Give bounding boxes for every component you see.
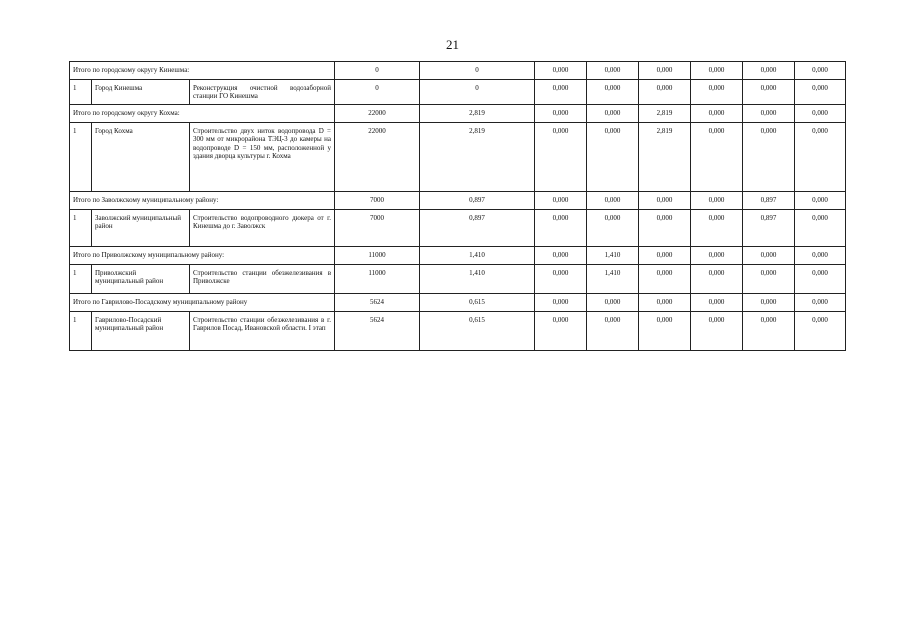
total-value: 0,000 — [535, 247, 587, 265]
total-value: 0,000 — [795, 247, 846, 265]
total-value: 0,000 — [691, 247, 743, 265]
total-value: 1,410 — [420, 247, 535, 265]
row-number: 1 — [70, 80, 92, 105]
total-value: 0,000 — [639, 62, 691, 80]
detail-value: 0,000 — [795, 123, 846, 192]
total-value: 0,000 — [743, 62, 795, 80]
total-value: 0,615 — [420, 294, 535, 312]
detail-value: 0,000 — [587, 123, 639, 192]
total-value: 0,000 — [587, 105, 639, 123]
total-value: 1,410 — [587, 247, 639, 265]
total-value: 0,897 — [743, 192, 795, 210]
detail-row — [70, 80, 846, 105]
total-value: 0,897 — [420, 192, 535, 210]
total-value: 0,000 — [639, 294, 691, 312]
detail-value: 0,000 — [795, 312, 846, 351]
detail-value: 0,000 — [535, 80, 587, 105]
detail-value: 0,000 — [795, 265, 846, 294]
total-value: 22000 — [335, 105, 420, 123]
municipality-name: Приволжский муниципальный район — [92, 265, 190, 294]
project-description: Строительство станции обезжелезивания в г. Гаврилов Посад, Ивановской области. I этап — [190, 312, 335, 351]
project-description: Реконструкция очистной водозаборной станции ГО Кинешма — [190, 80, 335, 105]
detail-value: 0 — [420, 80, 535, 105]
total-value: 0,000 — [795, 105, 846, 123]
municipality-name: Город Кохма — [92, 123, 190, 192]
detail-value: 0,000 — [691, 123, 743, 192]
project-description: Строительство станции обезжелезивания в Приволжске — [190, 265, 335, 294]
total-value: 7000 — [335, 192, 420, 210]
total-value: 0,000 — [587, 294, 639, 312]
municipality-name: Город Кинешма — [92, 80, 190, 105]
total-value: 0,000 — [743, 294, 795, 312]
detail-value: 0,897 — [743, 210, 795, 247]
detail-value: 0,000 — [795, 210, 846, 247]
total-label: Итого по Приволжскому муниципальному району: — [70, 247, 335, 265]
detail-row — [70, 210, 846, 247]
total-value: 0,000 — [691, 192, 743, 210]
detail-value: 0,000 — [587, 210, 639, 247]
total-label: Итого по городскому округу Кохма: — [70, 105, 335, 123]
detail-value: 0,000 — [691, 312, 743, 351]
municipality-name: Гаврилово-Посадский муниципальный район — [92, 312, 190, 351]
detail-value: 1,410 — [420, 265, 535, 294]
detail-value: 0,000 — [691, 80, 743, 105]
total-value: 5624 — [335, 294, 420, 312]
total-value: 0,000 — [795, 192, 846, 210]
total-value: 0,000 — [639, 192, 691, 210]
detail-row — [70, 312, 846, 351]
detail-value: 0,000 — [639, 312, 691, 351]
page-number: 21 — [446, 37, 459, 52]
detail-value: 0,000 — [535, 123, 587, 192]
detail-value: 7000 — [335, 210, 420, 247]
project-description: Строительство водопроводного дюкера от г. Кинешма до г. Заволжск — [190, 210, 335, 247]
row-number: 1 — [70, 312, 92, 351]
detail-value: 0,897 — [420, 210, 535, 247]
total-value: 0,000 — [535, 105, 587, 123]
detail-value: 0,000 — [535, 265, 587, 294]
total-value: 0,000 — [691, 294, 743, 312]
total-value: 0,000 — [639, 247, 691, 265]
total-value: 0,000 — [691, 105, 743, 123]
detail-value: 0,000 — [587, 312, 639, 351]
total-value: 0,000 — [535, 192, 587, 210]
total-value: 2,819 — [420, 105, 535, 123]
detail-value: 0,000 — [743, 123, 795, 192]
detail-value: 2,819 — [639, 123, 691, 192]
total-label: Итого по Заволжскому муниципальному району: — [70, 192, 335, 210]
total-value: 0 — [420, 62, 535, 80]
total-value: 0,000 — [587, 192, 639, 210]
detail-value: 5624 — [335, 312, 420, 351]
detail-value: 0,000 — [639, 80, 691, 105]
total-row — [70, 62, 846, 80]
detail-value: 22000 — [335, 123, 420, 192]
total-value: 0,000 — [535, 62, 587, 80]
investment-table — [69, 61, 846, 351]
detail-value: 0,000 — [691, 265, 743, 294]
row-number: 1 — [70, 123, 92, 192]
detail-value: 0 — [335, 80, 420, 105]
detail-value: 1,410 — [587, 265, 639, 294]
detail-value: 0,000 — [795, 80, 846, 105]
total-value: 2,819 — [639, 105, 691, 123]
detail-value: 0,000 — [587, 80, 639, 105]
total-value: 0,000 — [743, 105, 795, 123]
row-number: 1 — [70, 265, 92, 294]
detail-value: 0,000 — [743, 265, 795, 294]
row-number: 1 — [70, 210, 92, 247]
total-row — [70, 294, 846, 312]
municipality-name: Заволжский муниципальный район — [92, 210, 190, 247]
total-value: 0,000 — [691, 62, 743, 80]
detail-row — [70, 265, 846, 294]
detail-value: 0,000 — [691, 210, 743, 247]
project-description: Строительство двух ниток водопровода D = 300 мм от микрорайона ТЭЦ-3 до камеры на водопроводе D = 150 мм, расположенной у здания дворца культуры г. Кохма — [190, 123, 335, 192]
total-value: 0,000 — [795, 62, 846, 80]
total-row — [70, 192, 846, 210]
total-label: Итого по городскому округу Кинешма: — [70, 62, 335, 80]
total-value: 0,000 — [795, 294, 846, 312]
detail-row — [70, 123, 846, 192]
detail-value: 0,615 — [420, 312, 535, 351]
detail-value: 0,000 — [535, 312, 587, 351]
total-label: Итого по Гаврилово-Посадскому муниципальному району — [70, 294, 335, 312]
detail-value: 0,000 — [639, 265, 691, 294]
detail-value: 0,000 — [639, 210, 691, 247]
detail-value: 0,000 — [743, 80, 795, 105]
total-value: 0 — [335, 62, 420, 80]
total-value: 0,000 — [535, 294, 587, 312]
detail-value: 0,000 — [535, 210, 587, 247]
total-row — [70, 105, 846, 123]
total-value: 11000 — [335, 247, 420, 265]
detail-value: 11000 — [335, 265, 420, 294]
detail-value: 2,819 — [420, 123, 535, 192]
total-row — [70, 247, 846, 265]
total-value: 0,000 — [587, 62, 639, 80]
detail-value: 0,000 — [743, 312, 795, 351]
total-value: 0,000 — [743, 247, 795, 265]
